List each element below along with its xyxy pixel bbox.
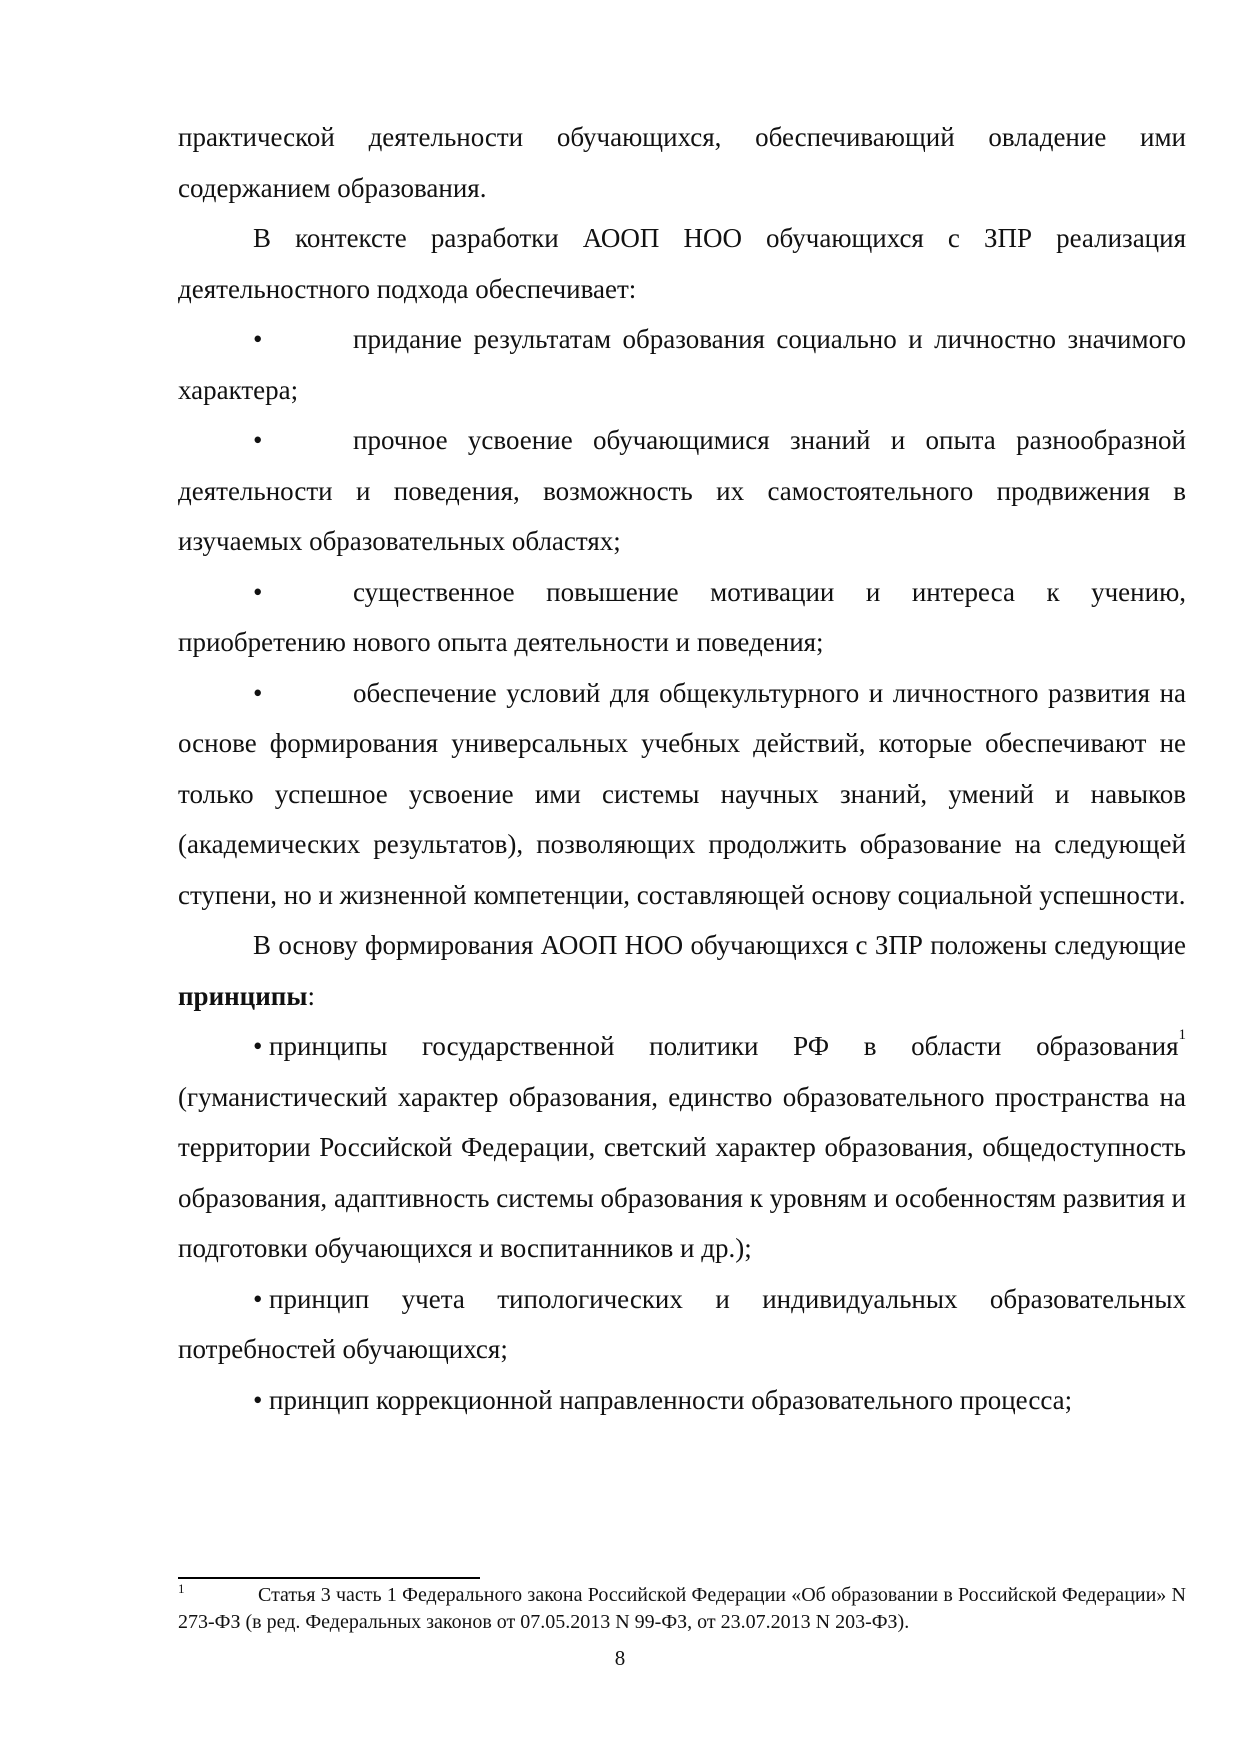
paragraph-continuation: практической деятельности обучающихся, обеспечивающий овладение ими содержанием образования. xyxy=(178,122,1186,203)
principle-item xyxy=(178,1375,1186,1426)
list-item-text: прочное усвоение обучающимися знаний и опыта разнообразной деятельности и поведения, возможность их самостоятельного продвижения в изучаемых образовательных областях; xyxy=(178,425,1186,556)
bullet-icon: • xyxy=(253,677,263,708)
principle-text: принцип учета типологических и индивидуальных образовательных потребностей обучающихся; xyxy=(178,1283,1186,1364)
bullet-icon: • xyxy=(253,425,263,455)
list-item xyxy=(178,314,1186,415)
bullet-icon: • xyxy=(253,324,263,354)
bullet-icon: • xyxy=(253,1384,263,1415)
footnote-separator xyxy=(178,1577,480,1579)
bullet-icon: • xyxy=(253,1283,263,1314)
principles-intro-text: В основу формирования АООП НОО обучающихся с ЗПР положены следующие xyxy=(253,930,1186,960)
main-text xyxy=(178,112,1186,1425)
principle-text-tail: (гуманистический характер образования, единство образовательного пространства на территории Российской Федерации, светский характер образования, общедоступность образования, адаптивность системы образования к уровням и особенностям развития и подготовки обучающихся и воспитанников и др.); xyxy=(178,1081,1186,1263)
paragraph-principles-intro xyxy=(178,920,1186,1021)
bullet-icon: • xyxy=(253,1031,263,1061)
list-item xyxy=(178,567,1186,668)
principle-text: принцип коррекционной направленности образовательного процесса; xyxy=(269,1384,1073,1415)
principle-item xyxy=(178,1021,1186,1274)
principle-item xyxy=(178,1274,1186,1375)
principle-text: принципы государственной политики РФ в области образования xyxy=(269,1031,1179,1061)
list-item xyxy=(178,668,1186,921)
footnote-text: Статья 3 часть 1 Федерального закона Российской Федерации «Об образовании в Российской Федерации» N 273-ФЗ (в ред. Федеральных законов от 07.05.2013 N 99-ФЗ, от 23.07.2013 N 203-ФЗ). xyxy=(178,1584,1186,1633)
footnote-reference[interactable]: 1 xyxy=(1178,1027,1186,1043)
principles-colon: : xyxy=(307,980,315,1011)
principles-term: принципы xyxy=(178,980,308,1011)
bullet-icon: • xyxy=(253,576,263,607)
list-item-text: придание результатам образования социально и личностно значимого характера; xyxy=(178,324,1186,405)
paragraph-activity-approach: В контексте разработки АООП НОО обучающихся с ЗПР реализация деятельностного подхода обеспечивает: xyxy=(178,223,1186,304)
list-item xyxy=(178,415,1186,567)
list-item-text: существенное повышение мотивации и интереса к учению, приобретению нового опыта деятельности и поведения; xyxy=(178,576,1186,657)
list-item-text: обеспечение условий для общекультурного и личностного развития на основе формирования универсальных учебных действий, которые обеспечивают не только успешное усвоение ими системы научных знаний, умений и навыков (академических результатов), позволяющих продолжить образование на следующей ступени, но и жизненной компетенции, составляющей основу социальной успешности. xyxy=(178,677,1186,910)
footnote: 1 Статья 3 часть 1 Федерального закона Российской Федерации «Об образовании в Российской Федерации» N 273-ФЗ (в ред. Федеральных законов от 07.05.2013 N 99-ФЗ, от 23.07.2013 N 203-ФЗ). xyxy=(178,1581,1186,1633)
page-number: 8 xyxy=(614,1646,626,1670)
